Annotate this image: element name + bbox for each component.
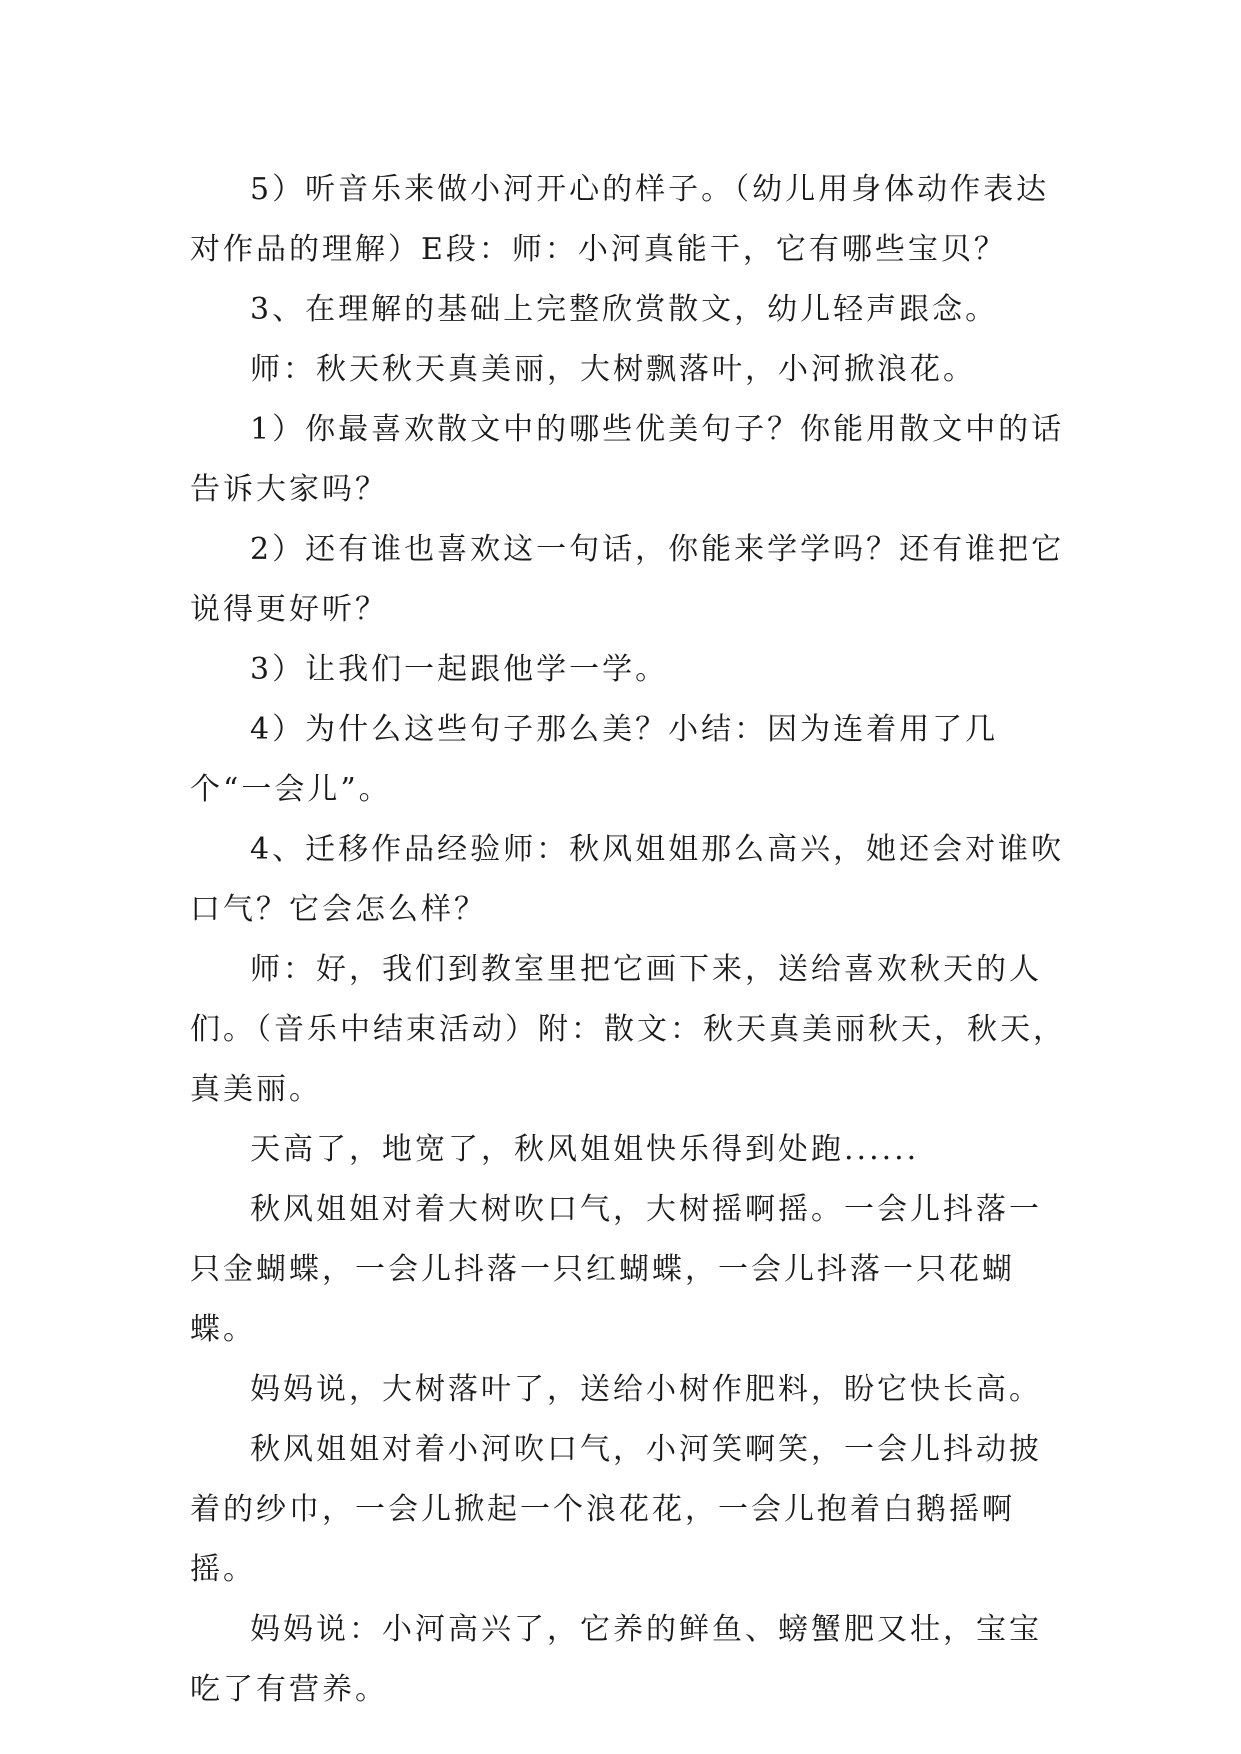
- paragraph: 4）为什么这些句子那么美？小结：因为连着用了几个“一会儿”。: [190, 712, 999, 807]
- paragraph: 妈妈说，大树落叶了，送给小树作肥料，盼它快长高。: [250, 1372, 1042, 1407]
- paragraph: 5）听音乐来做小河开心的样子。（幼儿用身体动作表达对作品的理解）E段：师：小河真能干，它有哪些宝贝？: [190, 172, 1050, 267]
- paragraph: 妈妈说：小河高兴了，它养的鲜鱼、螃蟹肥又壮，宝宝吃了有营养。: [190, 1612, 1042, 1707]
- paragraph: 3、在理解的基础上完整欣赏散文，幼儿轻声跟念。: [250, 292, 999, 327]
- paragraph: 3）让我们一起跟他学一学。: [250, 652, 669, 687]
- paragraph: 2）还有谁也喜欢这一句话，你能来学学吗？还有谁把它说得更好听？: [190, 532, 1065, 627]
- paragraph: 1）你最喜欢散文中的哪些优美句子？你能用散文中的话告诉大家吗？: [190, 412, 1065, 507]
- paragraph: 秋风姐姐对着大树吹口气，大树摇啊摇。一会儿抖落一只金蝴蝶，一会儿抖落一只红蝴蝶，一会儿抖落一只花蝴蝶。: [190, 1192, 1042, 1347]
- paragraph: 师：好，我们到教室里把它画下来，送给喜欢秋天的人们。（音乐中结束活动）附：散文：秋天真美丽秋天，秋天，真美丽。: [190, 952, 1066, 1107]
- paragraph: 师：秋天秋天真美丽，大树飘落叶，小河掀浪花。: [250, 352, 976, 387]
- paragraph: 4、迁移作品经验师：秋风姐姐那么高兴，她还会对谁吹口气？它会怎么样？: [190, 832, 1065, 927]
- document-body: [190, 160, 1070, 1720]
- paragraph: 秋风姐姐对着小河吹口气，小河笑啊笑，一会儿抖动披着的纱巾，一会儿掀起一个浪花花，一会儿抱着白鹅摇啊摇。: [190, 1432, 1042, 1587]
- paragraph: 天高了，地宽了，秋风姐姐快乐得到处跑......: [250, 1132, 920, 1167]
